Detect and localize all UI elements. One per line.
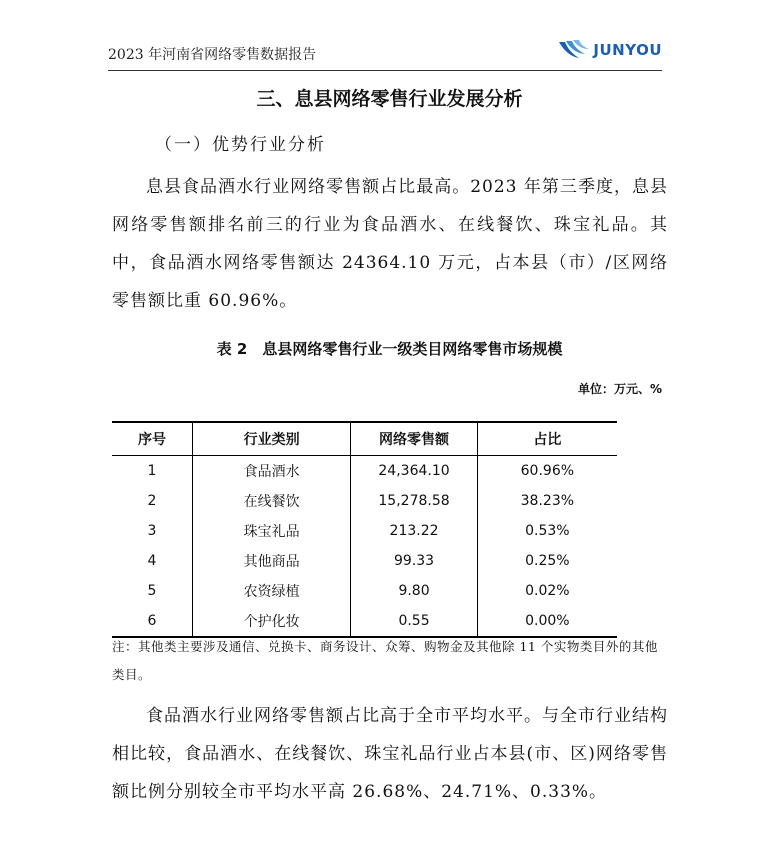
cell-share: 38.23%	[477, 486, 617, 516]
cell-index: 3	[147, 523, 157, 539]
table-row	[112, 486, 617, 516]
cell-amount: 213.22	[351, 516, 477, 546]
cell-index: 4	[147, 553, 157, 569]
retail-table	[112, 421, 617, 638]
cell-category: 农资绿植	[192, 576, 350, 606]
cell-index: 1	[147, 463, 157, 479]
table-header-row	[112, 422, 617, 456]
junyou-logo	[557, 36, 662, 64]
subsection-title: （一）优势行业分析	[155, 135, 326, 155]
header-index: 序号	[112, 422, 192, 456]
header-share: 占比	[477, 422, 617, 456]
cell-amount: 99.33	[351, 546, 477, 576]
logo-text: JUNYOU	[593, 41, 662, 59]
cell-share: 0.53%	[477, 516, 617, 546]
cell-amount: 15,278.58	[351, 486, 477, 516]
page-header	[108, 30, 662, 71]
header-amount: 网络零售额	[351, 422, 477, 456]
cell-index: 6	[112, 606, 192, 637]
cell-index: 5	[147, 583, 157, 599]
paragraph-1: 息县食品酒水行业网络零售额占比最高。2023 年第三季度，息县网络零售额排名前三的行业为食品酒水、在线餐饮、珠宝礼品。其中，食品酒水网络零售额达 24364.10 万元，占本县（市）/区网络零售额比重 60.96%。	[112, 177, 668, 311]
table-title: 表 2 息县网络零售行业一级类目网络零售市场规模	[216, 340, 563, 358]
table-row	[112, 576, 617, 606]
cell-category: 珠宝礼品	[192, 516, 350, 546]
header-category: 行业类别	[192, 422, 350, 456]
cell-amount: 24,364.10	[351, 456, 477, 487]
section-title: 三、息县网络零售行业发展分析	[256, 88, 523, 110]
cell-share: 0.25%	[477, 546, 617, 576]
cell-category: 食品酒水	[192, 456, 350, 487]
table-row	[112, 516, 617, 546]
report-title: 2023 年河南省网络零售数据报告	[108, 47, 317, 63]
cell-index: 2	[147, 493, 157, 509]
table-row	[112, 456, 617, 487]
paragraph-2: 食品酒水行业网络零售额占比高于全市平均水平。与全市行业结构相比较，食品酒水、在线餐饮、珠宝礼品行业占本县(市、区)网络零售额比例分别较全市平均水平高 26.68%、24.71%、0.33%。	[112, 706, 668, 802]
cell-share: 60.96%	[477, 456, 617, 487]
cell-category: 在线餐饮	[192, 486, 350, 516]
cell-category: 其他商品	[192, 546, 350, 576]
cell-category: 个护化妆	[192, 606, 350, 637]
junyou-logo-icon	[557, 38, 591, 62]
cell-share: 0.00%	[477, 606, 617, 637]
table-row	[112, 546, 617, 576]
cell-share: 0.02%	[477, 576, 617, 606]
table-unit: 单位：万元、%	[577, 382, 662, 396]
cell-amount: 0.55	[351, 606, 477, 637]
table-note: 注：其他类主要涉及通信、兑换卡、商务设计、众筹、购物金及其他除 11 个实物类目外的其他类目。	[112, 639, 658, 682]
cell-amount: 9.80	[351, 576, 477, 606]
